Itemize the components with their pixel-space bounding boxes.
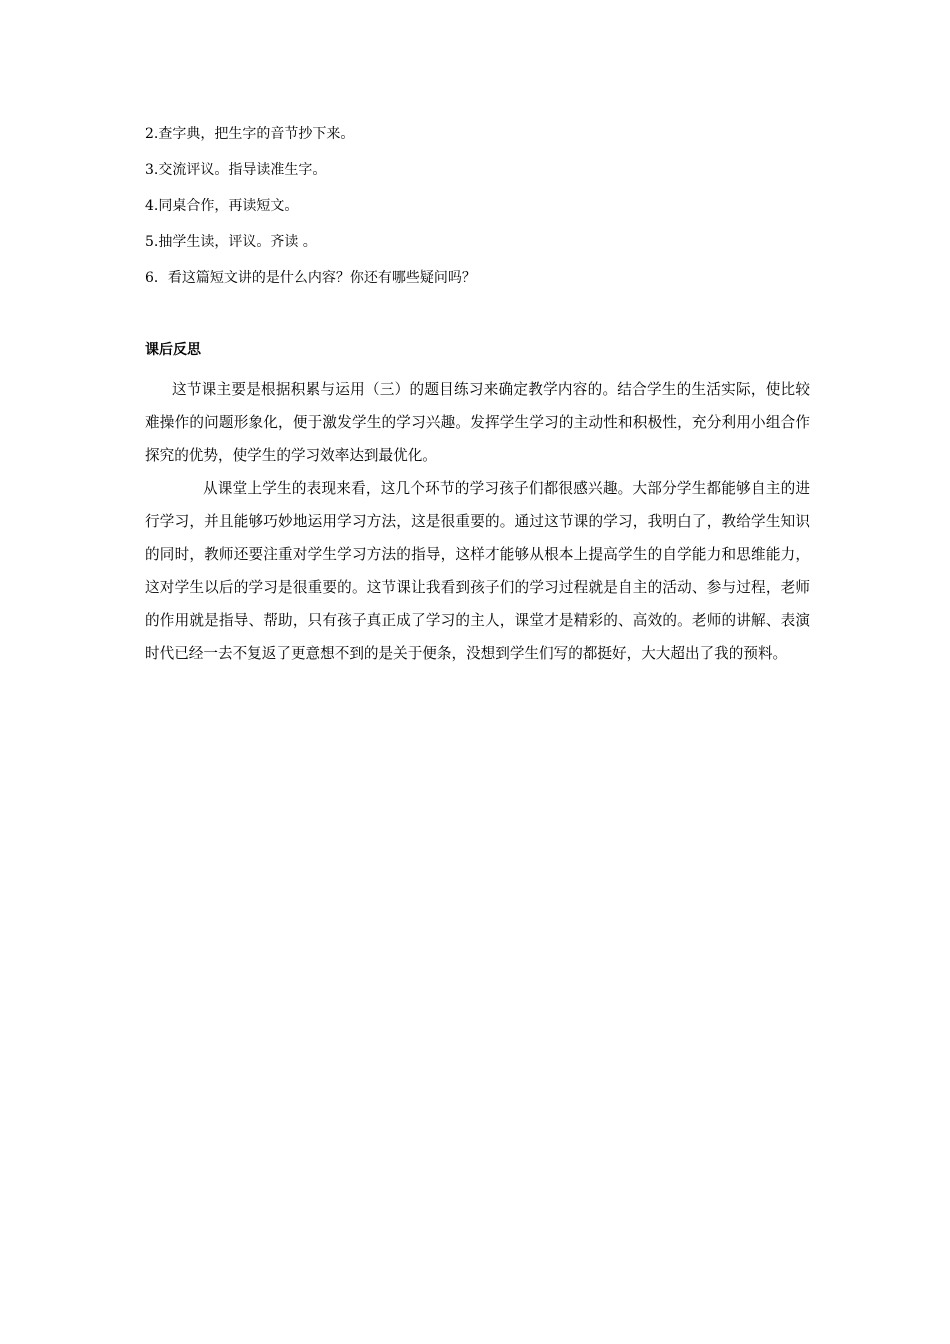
lesson-step-3: 3.交流评议。指导读准生字。 [145,162,327,178]
reflection-paragraph-2: 从课堂上学生的表现来看，这几个环节的学习孩子们都很感兴趣。大部分学生都能够自主的进行学习，并且能够巧妙地运用学习方法，这是很重要的。通过这节课的学习，我明白了，教给学生知识的同时，教师还要注重对学生学习方法的指导，这样才能够从根本上提高学生的自学能力和思维能力，这对学生以后的学习是很重要的。这节课让我看到孩子们的学习过程就是自主的活动、参与过程，老师的作用就是指导、帮助，只有孩子真正成了学习的主人，课堂才是精彩的、高效的。老师的讲解、表演时代已经一去不复返了更意想不到的是关于便条，没想到学生们写的都挺好，大大超出了我的预料。 [145,480,810,662]
reflection-heading: 课后反思 [145,342,201,358]
lesson-step-2: 2.查字典，把生字的音节抄下来。 [145,126,355,142]
reflection-paragraph-1: 这节课主要是根据积累与运用（三）的题目练习来确定教学内容的。结合学生的生活实际，使比较难操作的问题形象化，便于激发学生的学习兴趣。发挥学生学习的主动性和积极性，充分利用小组合作探究的优势，使学生的学习效率达到最优化。 [145,381,810,464]
reflection-body [145,373,810,670]
lesson-step-6: 6．看这篇短文讲的是什么内容？你还有哪些疑问吗？ [145,270,476,286]
lesson-step-4: 4.同桌合作，再读短文。 [145,198,299,214]
lesson-steps-list [145,125,825,305]
lesson-step-5: 5.抽学生读，评议。齐读 。 [145,234,317,250]
